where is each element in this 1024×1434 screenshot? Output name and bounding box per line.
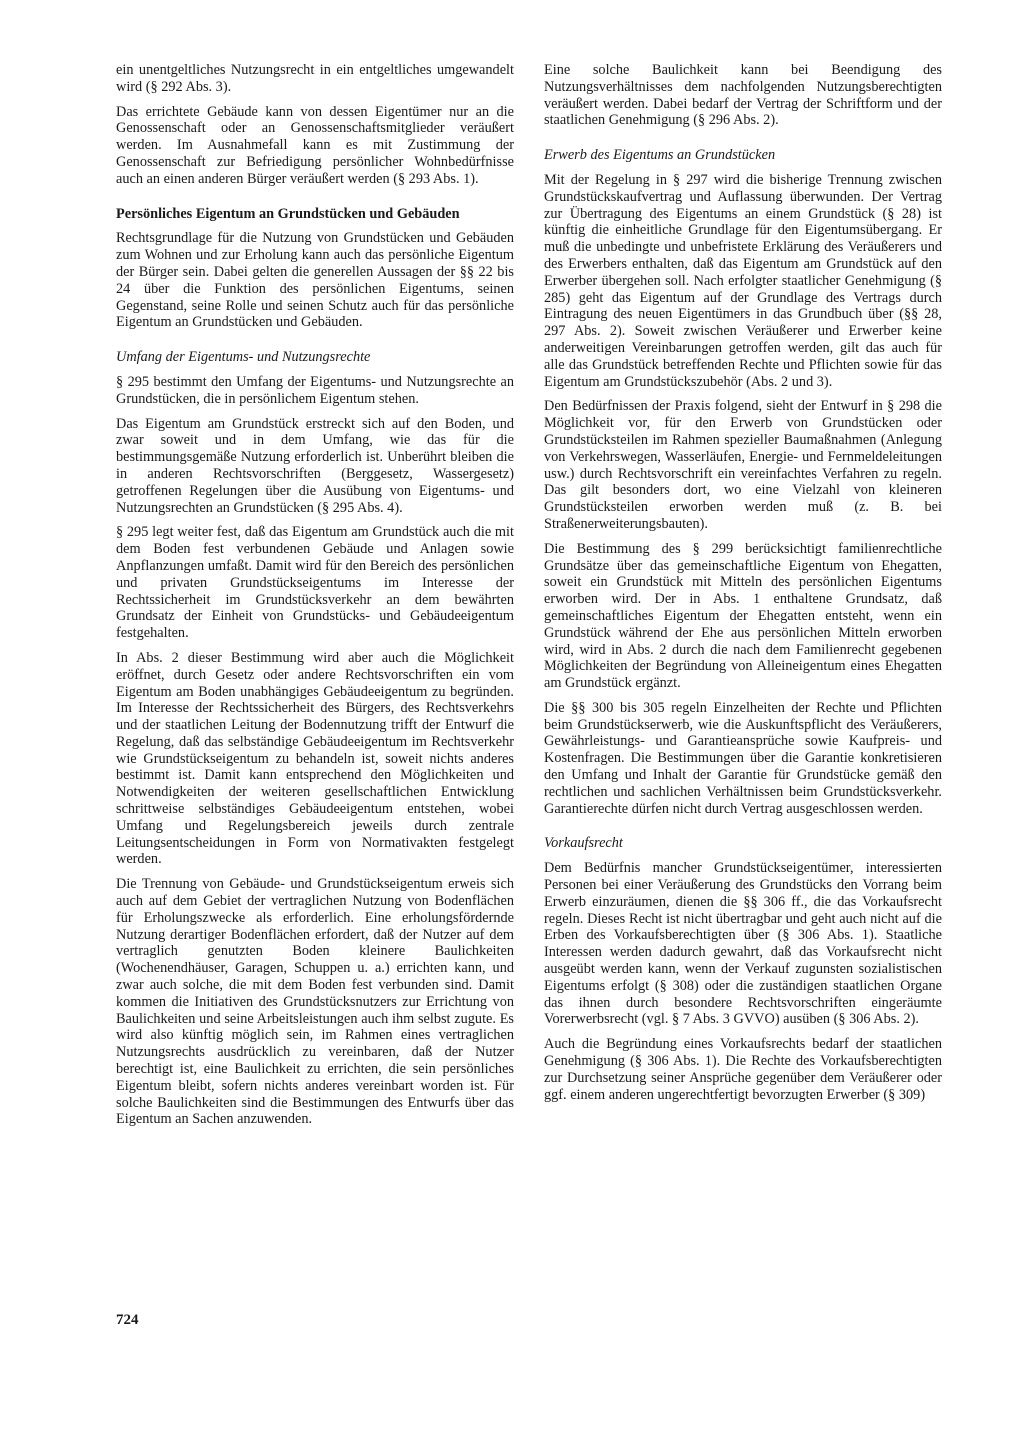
subsection-heading: Vorkaufsrecht xyxy=(544,835,623,852)
paragraph: Dem Bedürfnis mancher Grundstückseigentümer, interessierten Personen bei einer Veräußerung des Grundstücks den Vorrang beim Erwerb einzuräumen, dienen die §§ 306 ff., die das Vorkaufsrecht regeln. Dieses Recht ist nicht übertragbar und geht auch nicht auf die Erben des Vorkaufsberechtigten über (§ 306 Abs. 1). Staatliche Interessen werden dadurch gewahrt, daß das Vorkaufsrecht nicht ausgeübt werden kann, wenn der Verkauf zugunsten sozialistischen Eigentums erfolgt (§ 308) oder die zuständigen staatlichen Organe das ihnen durch besondere Rechtsvorschriften eingeräumte Vorerwerbsrecht (vgl. § 7 Abs. 3 GVVO) ausüben (§ 306 Abs. 2). xyxy=(544,860,942,1028)
paragraph: Das errichtete Gebäude kann von dessen Eigentümer nur an die Genossenschaft oder an Genossenschaftsmitglieder veräußert werden. Im Ausnahmefall kann es mit Zustimmung der Genossenschaft zur Befriedigung persönlicher Wohnbedürfnisse auch an einen anderen Bürger veräußert werden (§ 293 Abs. 1). xyxy=(116,103,514,187)
subsection-heading: Erwerb des Eigentums an Grundstücken xyxy=(544,147,776,164)
paragraph: Die Trennung von Gebäude- und Grundstückseigentum erweis sich auch auf dem Gebiet der vertraglichen Nutzung von Bodenflächen für Erholungszwecke als erforderlich. Eine erholungsfördernde Nutzung derartiger Bodenflächen erfordert, daß der Nutzer auf dem vertraglich genutzten Boden kleinere Baulichkeiten (Wochenendhäuser, Garagen, Schuppen u. a.) errichten kann, und zwar auch solche, die mit dem Boden fest verbunden sind. Damit kommen die Initiativen des Grundstücksnutzers zur Errichtung von Baulichkeiten und seine Arbeitsleistungen auch ihm selbst zugute. Es wird also künftig möglich sein, im Rahmen eines vertraglichen Nutzungsrechts ausdrücklich zu vereinbaren, daß der Nutzer berechtigt ist, eine Baulichkeit zu errichten, die sein persönliches Eigentum bleibt, sofern nichts anderes vereinbart worden ist. Für solche Baulichkeiten sind die Bestimmungen des Entwurfs über das Eigentum an Sachen anzuwenden. xyxy=(116,876,514,1128)
page-number: 724 xyxy=(116,1312,139,1328)
paragraph: § 295 legt weiter fest, daß das Eigentum am Grundstück auch die mit dem Boden fest verbundenen Gebäude und Anlagen sowie Anpflanzungen umfaßt. Damit wird für den Bereich des persönlichen und privaten Grundstückseigentums im Interesse der Rechtssicherheit im Grundstücksverkehr an dem bewährten Grundsatz der Einheit von Grundstücks- und Gebäudeeigentum festgehalten. xyxy=(116,524,514,642)
paragraph: Eine solche Baulichkeit kann bei Beendigung des Nutzungsverhältnisses dem nachfolgenden Nutzungsberechtigten veräußert werden. Dabei bedarf der Vertrag der Schriftform und der staatlichen Genehmigung (§ 296 Abs. 2). xyxy=(544,62,942,129)
paragraph: Die §§ 300 bis 305 regeln Einzelheiten der Rechte und Pflichten beim Grundstückserwerb, wie die Auskunftspflicht des Veräußerers, Gewährleistungs- und Garantieansprüche sowie Kaufpreis- und Kostenfragen. Die Bestimmungen über die Garantie konkretisieren den Umfang und Inhalt der Garantie für Grundstücke gemäß den rechtlichen und sachlichen Verhältnissen beim Grundstücksverkehr. Garantierechte dürfen nicht durch Vertrag ausgeschlossen werden. xyxy=(544,699,942,817)
right-column xyxy=(544,62,942,1111)
paragraph: Die Bestimmung des § 299 berücksichtigt familienrechtliche Grundsätze über das gemeinschaftliche Eigentum von Ehegatten, soweit ein Grundstück mit Mitteln des persönlichen Eigentums erworben wird. Der in Abs. 1 enthaltene Grundsatz, daß gemeinschaftliches Eigentum der Ehegatten entsteht, wenn ein Grundstück während der Ehe aus persönlichen Mitteln erworben wird, wird in Abs. 2 durch die nach dem Familienrecht gegebenen Möglichkeiten der Begründung von Alleineigentum eines Ehegatten am Grundstück ergänzt. xyxy=(544,540,942,692)
paragraph: Das Eigentum am Grundstück erstreckt sich auf den Boden, und zwar soweit und in dem Umfang, wie das für die bestimmungsgemäße Nutzung erforderlich ist. Unberührt bleiben die in anderen Rechtsvorschriften (Berggesetz, Wassergesetz) getroffenen Regelungen über die Ausübung von Eigentums- und Nutzungsrechten an Grundstücken (§ 295 Abs. 4). xyxy=(116,415,514,516)
paragraph: Auch die Begründung eines Vorkaufsrechts bedarf der staatlichen Genehmigung (§ 306 Abs. 1). Die Rechte des Vorkaufsberechtigten zur Durchsetzung seiner Ansprüche gegenüber dem Veräußerer oder ggf. einem anderen ungerechtfertigt bevorzugten Erwerber (§ 309) xyxy=(544,1036,942,1103)
paragraph: ein unentgeltliches Nutzungsrecht in ein entgeltliches umgewandelt wird (§ 292 Abs. 3). xyxy=(116,62,514,95)
paragraph: In Abs. 2 dieser Bestimmung wird aber auch die Möglichkeit eröffnet, durch Gesetz oder andere Rechtsvorschriften ein vom Eigentum am Boden unabhängiges Gebäudeeigentum zu begründen. Im Interesse der Rechtssicherheit des Bürgers, des Rechtsverkehrs und der staatlichen Leitung der Bodennutzung trifft der Entwurf die Regelung, daß das selbständige Gebäudeeigentum im Rechtsverkehr wie Grundstückseigentum zu behandeln ist, soweit nichts anderes bestimmt ist. Damit kann entsprechend den Möglichkeiten und Notwendigkeiten der weiteren gesellschaftlichen Entwicklung schrittweise selbständiges Gebäudeeigentum entstehen, wobei Umfang und Regelungsbereich jeweils durch zentrale Leitungsentscheidungen in Form von Normativakten festgelegt werden. xyxy=(116,649,514,868)
paragraph: § 295 bestimmt den Umfang der Eigentums- und Nutzungsrechte an Grundstücken, die in persönlichem Eigentum stehen. xyxy=(116,373,514,407)
subsection-heading: Umfang der Eigentums- und Nutzungsrechte xyxy=(116,349,371,366)
paragraph: Den Bedürfnissen der Praxis folgend, sieht der Entwurf in § 298 die Möglichkeit vor, für den Erwerb von Grundstücken oder Grundstücksteilen im Rahmen spezieller Baumaßnahmen (Anlegung von Verkehrswegen, Wasserläufen, Energie- und Fernmeldeleitungen usw.) durch Rechtsvorschrift ein vereinfachtes Verfahren zu regeln. Das gilt besonders dort, wo eine Vielzahl von kleineren Grundstücksteilen erworben werden muß (z. B. bei Straßenerweiterungsbauten). xyxy=(544,398,942,532)
section-heading: Persönliches Eigentum an Grundstücken und Gebäuden xyxy=(116,205,460,222)
left-column xyxy=(116,62,514,1136)
paragraph: Rechtsgrundlage für die Nutzung von Grundstücken und Gebäuden zum Wohnen und zur Erholung kann auch das persönliche Eigentum der Bürger sein. Dabei gelten die generellen Aussagen der §§ 22 bis 24 über die Funktion des persönlichen Eigentums, seinen Gegenstand, seine Rolle und seinen Schutz auch für das persönliche Eigentum an Grundstücken und Gebäuden. xyxy=(116,230,514,331)
paragraph: Mit der Regelung in § 297 wird die bisherige Trennung zwischen Grundstückskaufvertrag und Auflassung überwunden. Der Vertrag zur Übertragung des Eigentums an einem Grundstück (§ 28) ist künftig die einheitliche Grundlage für den Eigentumsübergang. Er muß die unbedingte und unbefristete Erklärung des Veräußerers und des Erwerbers enthalten, daß das Eigentum am Grundstück auf den Erwerber übergehen soll. Nach erfolgter staatlicher Genehmigung (§ 285) geht das Eigentum auf der Grundlage des Vertrags durch Eintragung des neuen Eigentümers in das Grundbuch über (§§ 28, 297 Abs. 2). Soweit zwischen Veräußerer und Erwerber keine anderweitigen Vereinbarungen getroffen werden, gilt das auch für alle das Grundstück betreffenden Rechte und Pflichten sowie für das Eigentum am Grundstückszubehör (Abs. 2 und 3). xyxy=(544,171,942,390)
